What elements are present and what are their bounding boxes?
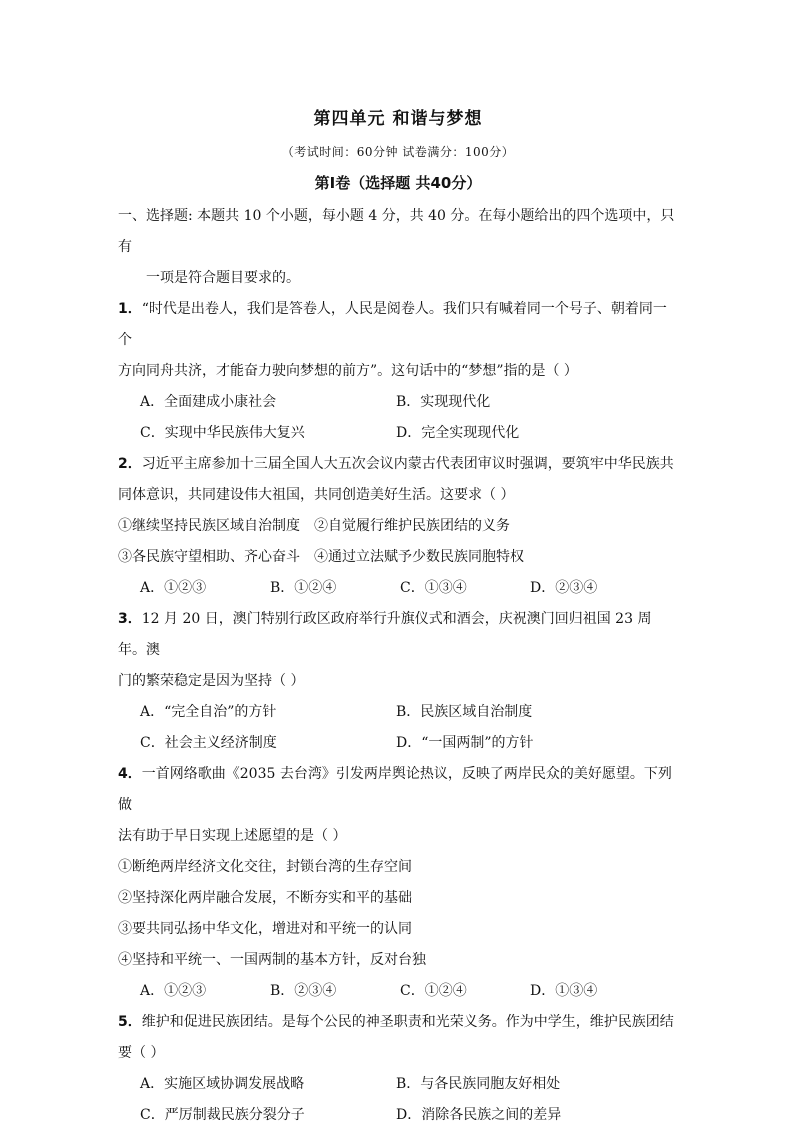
statement-3: ③各民族守望相助、齐心奋斗 xyxy=(118,549,300,565)
question-5 xyxy=(118,1007,678,1131)
option-a[interactable]: A．实施区域协调发展战略 xyxy=(140,1076,305,1092)
option-a[interactable]: A．①②③ xyxy=(140,983,207,999)
question-text: 方向同舟共济，才能奋力驶向梦想的前方”。这句话中的“梦想”指的是（ ） xyxy=(118,363,578,379)
question-number: 1． xyxy=(118,301,142,317)
statements-row xyxy=(118,511,678,542)
statement-4: ④通过立法赋予少数民族同胞特权 xyxy=(314,549,524,565)
instructions-line-1: 一、选择题: 本题共 10 个小题，每小题 4 分，共 40 分。在每小题给出的四个选项中，只有 xyxy=(118,208,675,255)
option-a[interactable]: A．①②③ xyxy=(140,580,207,596)
option-c[interactable]: C．社会主义经济制度 xyxy=(140,735,277,751)
question-3 xyxy=(118,604,678,759)
options-row xyxy=(118,976,678,1007)
option-d[interactable]: D．完全实现现代化 xyxy=(396,425,520,441)
option-b[interactable]: B．与各民族同胞友好相处 xyxy=(396,1076,561,1092)
option-a[interactable]: A．“完全自治”的方针 xyxy=(140,704,277,720)
option-c[interactable]: C．①②④ xyxy=(400,983,467,999)
page-title: 第四单元 和谐与梦想 xyxy=(313,109,483,129)
statement-4: ④坚持和平统一、一国两制的基本方针，反对台独 xyxy=(118,952,426,968)
option-b[interactable]: B．①②④ xyxy=(270,580,337,596)
part-title: 第Ⅰ卷（选择题 共40分） xyxy=(314,174,482,192)
statements-row xyxy=(118,542,678,573)
instructions-line-2: 一项是符合题目要求的。 xyxy=(146,270,300,286)
statement-2: ②自觉履行维护民族团结的义务 xyxy=(314,518,510,534)
question-text: 维护和促进民族团结。是每个公民的神圣职责和光荣义务。作为中学生，维护民族团结 xyxy=(141,1014,674,1030)
option-d[interactable]: D．消除各民族之间的差异 xyxy=(396,1107,562,1123)
statement-2: ②坚持深化两岸融合发展，不断夯实和平的基础 xyxy=(118,890,412,906)
statement-1: ①继续坚持民族区域自治制度 xyxy=(118,518,300,534)
question-number: 4． xyxy=(118,766,142,782)
options-row xyxy=(118,1100,678,1131)
option-c[interactable]: C．实现中华民族伟大复兴 xyxy=(140,425,305,441)
question-1 xyxy=(118,294,678,449)
options-row xyxy=(118,728,678,759)
exam-subtitle: （考试时间：60分钟 试卷满分：100分） xyxy=(281,145,515,159)
question-text: “时代是出卷人，我们是答卷人，人民是阅卷人。我们只有喊着同一个号子、朝着同一个 xyxy=(118,301,667,348)
option-d[interactable]: D．②③④ xyxy=(530,580,598,596)
option-c[interactable]: C．严厉制裁民族分裂分子 xyxy=(140,1107,305,1123)
option-b[interactable]: B．实现现代化 xyxy=(396,394,491,410)
option-a[interactable]: A．全面建成小康社会 xyxy=(140,394,277,410)
question-text: 要（ ） xyxy=(118,1045,165,1061)
option-d[interactable]: D．①③④ xyxy=(530,983,598,999)
options-row xyxy=(118,697,678,728)
question-text: 习近平主席参加十三届全国人大五次会议内蒙古代表团审议时强调，要筑牢中华民族共 xyxy=(141,456,674,472)
option-b[interactable]: B．民族区域自治制度 xyxy=(396,704,533,720)
statement-3: ③要共同弘扬中华文化，增进对和平统一的认同 xyxy=(118,921,412,937)
question-2 xyxy=(118,449,678,604)
question-text: 法有助于早日实现上述愿望的是（ ） xyxy=(118,828,347,844)
options-row xyxy=(118,1069,678,1100)
options-row xyxy=(118,573,678,604)
question-4 xyxy=(118,759,678,1007)
question-text: 一首网络歌曲《2035 去台湾》引发两岸舆论热议，反映了两岸民众的美好愿望。下列做 xyxy=(118,766,672,813)
option-d[interactable]: D．“一国两制”的方针 xyxy=(396,735,534,751)
exam-content xyxy=(118,104,678,1131)
question-text: 门的繁荣稳定是因为坚持（ ） xyxy=(118,673,305,689)
options-row xyxy=(118,387,678,418)
question-number: 5． xyxy=(118,1014,142,1030)
statement-1: ①断绝两岸经济文化交往，封锁台湾的生存空间 xyxy=(118,859,412,875)
options-row xyxy=(118,418,678,449)
option-b[interactable]: B．②③④ xyxy=(270,983,337,999)
question-number: 3． xyxy=(118,611,142,627)
question-text: 同体意识，共同建设伟大祖国，共同创造美好生活。这要求（ ） xyxy=(118,487,515,503)
question-text: 12 月 20 日，澳门特别行政区政府举行升旗仪式和酒会，庆祝澳门回归祖国 23 周年。澳 xyxy=(118,611,652,658)
question-number: 2． xyxy=(118,456,142,472)
option-c[interactable]: C．①③④ xyxy=(400,580,467,596)
